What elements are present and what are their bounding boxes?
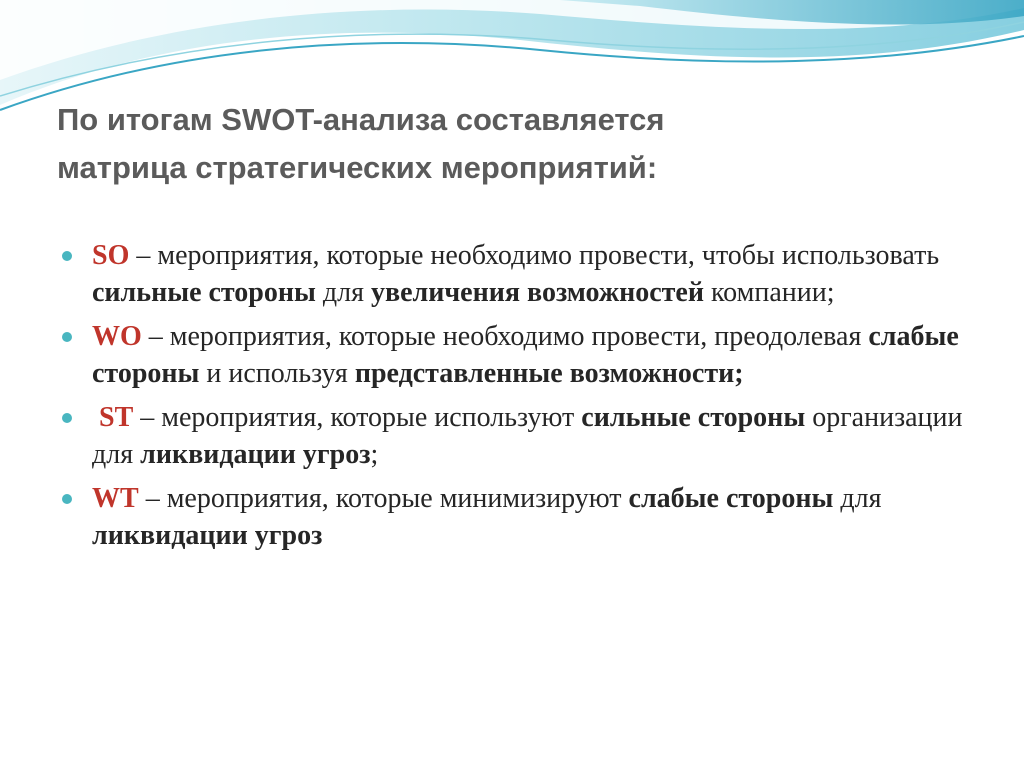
item-text: организации для	[92, 402, 963, 470]
item-emphasis: сильные стороны	[581, 402, 806, 433]
item-code: ST	[99, 402, 134, 433]
item-text: – мероприятия, которые минимизируют	[138, 483, 629, 514]
bullet-list	[62, 238, 992, 562]
item-code: SO	[92, 240, 130, 271]
item-emphasis: слабые стороны	[628, 483, 834, 514]
item-text: ;	[370, 438, 379, 470]
item-text: компании;	[704, 276, 835, 308]
bullet-dot-icon	[62, 251, 72, 261]
item-emphasis: ликвидации угроз	[92, 519, 323, 551]
item-text: – мероприятия, которые необходимо провести, преодолевая	[141, 321, 869, 352]
item-text: и используя	[199, 357, 355, 389]
bullet-dot-icon	[62, 413, 72, 423]
list-item-so	[62, 238, 992, 311]
item-text: для	[315, 276, 371, 308]
item-emphasis: представленные возможности;	[354, 357, 744, 389]
bullet-dot-icon	[62, 332, 72, 342]
title-line-2: матрица стратегических мероприятий:	[57, 150, 658, 185]
item-code: WO	[92, 321, 142, 352]
item-emphasis: слабые стороны	[92, 321, 959, 389]
list-item-wo	[62, 319, 992, 392]
slide-title	[57, 96, 957, 192]
list-item-wt	[62, 481, 992, 554]
item-text: для	[833, 483, 882, 514]
list-item-st	[62, 400, 992, 473]
item-emphasis: сильные стороны	[92, 276, 316, 308]
item-emphasis: ликвидации угроз	[140, 438, 371, 470]
item-code: WT	[92, 483, 139, 514]
item-emphasis: увеличения возможностей	[371, 276, 704, 308]
bullet-dot-icon	[62, 494, 72, 504]
title-line-1: По итогам SWOT-анализа составляется	[57, 102, 665, 137]
item-text: – мероприятия, которые используют	[133, 402, 582, 433]
item-text: – мероприятия, которые необходимо провести, чтобы использовать	[129, 240, 940, 271]
